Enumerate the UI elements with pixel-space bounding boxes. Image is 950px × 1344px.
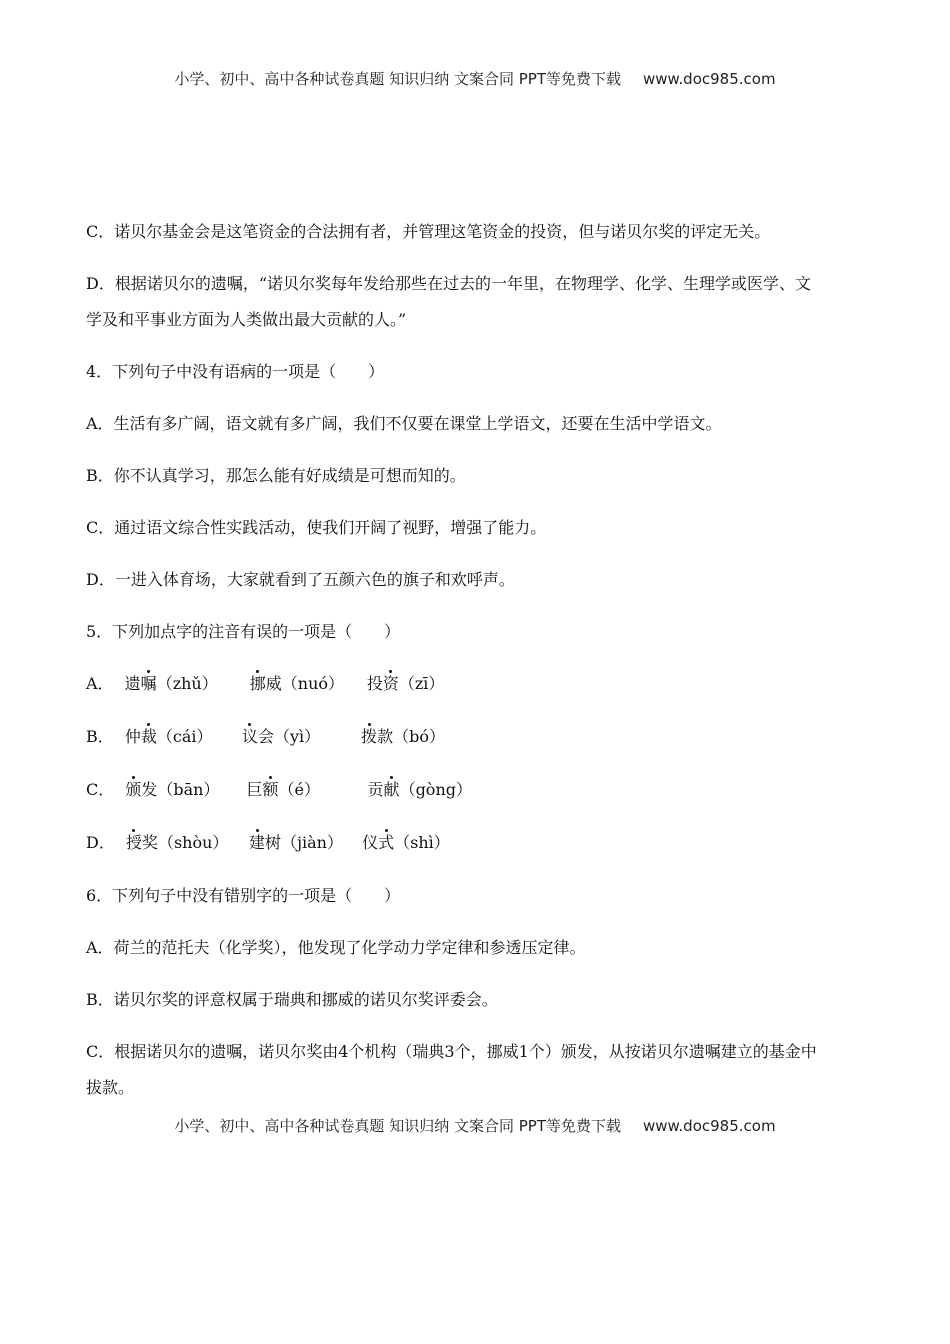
q3-option-d: D．根据诺贝尔的遗嘱，“诺贝尔奖每年发给那些在过去的一年里，在物理学、化学、生理学或医学、文 (86, 274, 812, 293)
header-url: www.doc985.com (642, 70, 776, 88)
pinyin-item: 投资（zī） (366, 674, 445, 693)
dotted-char: 式 (378, 833, 395, 852)
q4-option-d: D．一进入体育场，大家就看到了五颜六色的旗子和欢呼声。 (86, 570, 515, 589)
option-label: A． (86, 674, 114, 693)
dotted-char: 额 (262, 780, 279, 799)
header-text: 小学、初中、高中各种试卷真题 知识归纳 文案合同 PPT等免费下载 (174, 70, 621, 88)
q5-option-d (86, 833, 450, 853)
dotted-char: 建 (249, 833, 266, 852)
dotted-char: 裁 (140, 727, 157, 746)
pinyin-item: 仲裁（cái） (124, 727, 213, 746)
q4-option-c: C．通过语文综合性实践活动，使我们开阔了视野，增强了能力。 (86, 518, 547, 537)
question-5: 5．下列加点字的注音有误的一项是（ ） (86, 622, 401, 641)
dotted-char: 嘱 (140, 674, 157, 693)
q5-option-a (86, 674, 444, 694)
option-label: B． (86, 727, 114, 746)
dotted-char: 拨 (361, 727, 378, 746)
pinyin-item: 贡献（gòng） (367, 780, 472, 799)
pinyin-item: 议会（yì） (241, 727, 321, 746)
page-header (0, 68, 950, 89)
dotted-char: 资 (382, 674, 399, 693)
pinyin-item: 建树（jiàn） (249, 833, 343, 852)
pinyin-item: 遗嘱（zhǔ） (124, 674, 218, 693)
q5-option-b (86, 727, 445, 747)
q6-option-b: B．诺贝尔奖的评意权属于瑞典和挪威的诺贝尔奖评委会。 (86, 990, 498, 1009)
q3-option-c: C．诺贝尔基金会是这笔资金的合法拥有者，并管理这笔资金的投资，但与诺贝尔奖的评定无关。 (86, 222, 771, 241)
q6-option-c-continued: 拔款。 (86, 1078, 135, 1097)
dotted-char: 挪 (249, 674, 266, 693)
q4-option-a: A．生活有多广阔，语文就有多广阔，我们不仅要在课堂上学语文，还要在生活中学语文。 (86, 414, 722, 433)
pinyin-item: 挪威（nuó） (249, 674, 345, 693)
q6-option-a: A．荷兰的范托夫（化学奖），他发现了化学动力学定律和参透压定律。 (86, 938, 586, 957)
dotted-char: 议 (241, 727, 258, 746)
q5-option-c (86, 780, 472, 800)
dotted-char: 献 (383, 780, 400, 799)
pinyin-item: 授奖（shòu） (125, 833, 229, 852)
pinyin-item: 巨额（é） (246, 780, 320, 799)
footer-url: www.doc985.com (642, 1117, 776, 1135)
option-label: D． (86, 833, 115, 852)
q3-option-d-continued: 学及和平事业方面为人类做出最大贡献的人。” (86, 310, 407, 329)
footer-text: 小学、初中、高中各种试卷真题 知识归纳 文案合同 PPT等免费下载 (174, 1117, 621, 1135)
question-6: 6．下列句子中没有错别字的一项是（ ） (86, 886, 401, 905)
dotted-char: 授 (125, 833, 142, 852)
question-4: 4．下列句子中没有语病的一项是（ ） (86, 362, 385, 381)
page-footer (0, 1115, 950, 1136)
q6-option-c: C．根据诺贝尔的遗嘱，诺贝尔奖由4个机构（瑞典3个，挪威1个）颁发，从按诺贝尔遗嘱建立的基金中 (86, 1042, 817, 1061)
dotted-char: 颁 (125, 780, 142, 799)
q4-option-b: B．你不认真学习，那怎么能有好成绩是可想而知的。 (86, 466, 466, 485)
pinyin-item: 拨款（bó） (361, 727, 445, 746)
pinyin-item: 颁发（bān） (125, 780, 220, 799)
option-label: C． (86, 780, 115, 799)
pinyin-item: 仪式（shì） (362, 833, 450, 852)
